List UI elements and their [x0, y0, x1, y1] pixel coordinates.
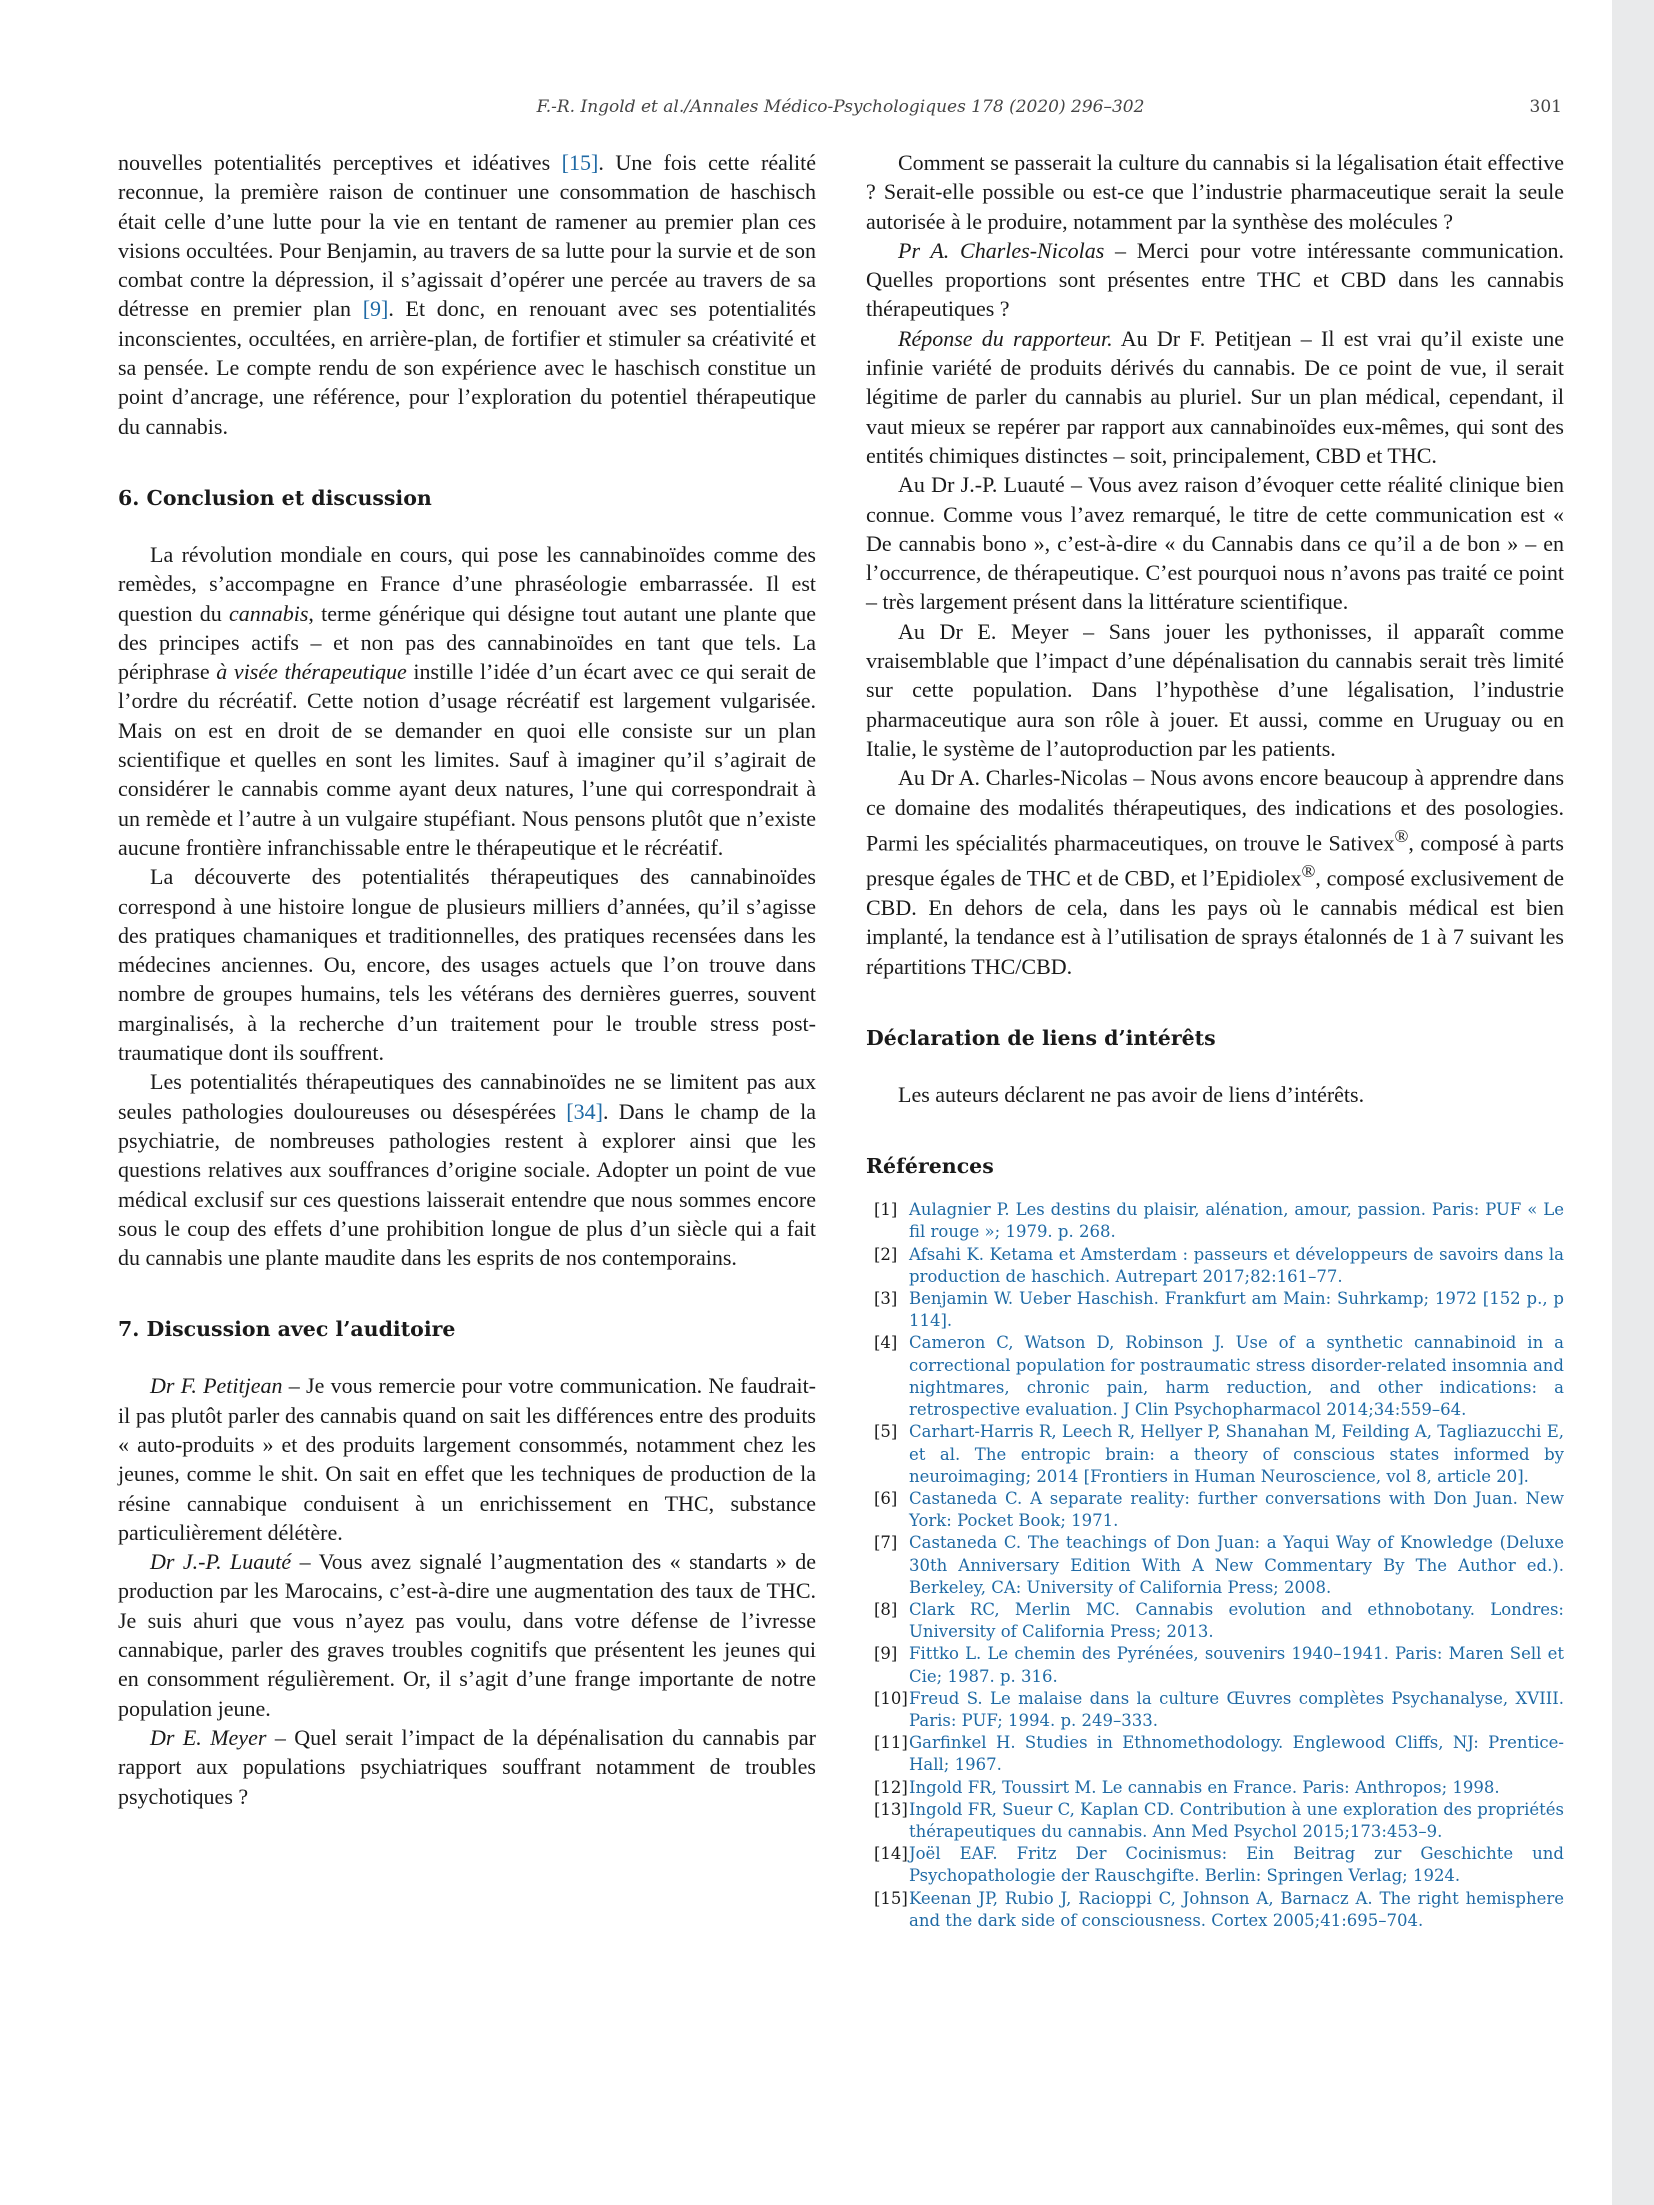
paragraph: Au Dr E. Meyer – Sans jouer les pythonisses, il apparaît comme vraisemblable que l’impact d’une dépénalisation du cannabis serait très limité sur cette population. Dans l’hypothèse d’une légalisation, l’industrie pharmaceutique aura son rôle à jouer. Et aussi, comme en Uruguay ou en Italie, le système de l’autoproduction par les patients. — [866, 618, 1564, 761]
reference-item[interactable] — [866, 1599, 1564, 1643]
paragraph: Au Dr A. Charles-Nicolas – Nous avons encore beaucoup à apprendre dans ce domaine des modalités thérapeutiques, des indications et des posologies. Parmi les spécialités pharmaceutiques, on trouve le Sativex®, composé à parts presque égales de THC et de CBD, et l’Epidiolex®, composé exclusivement de CBD. En dehors de cela, dans les pays où le cannabis médical est bien implanté, la tendance est à l’utilisation de sprays étalonnés de 1 à 7 suivant les répartitions THC/CBD. — [866, 765, 1564, 979]
paragraph: Au Dr J.-P. Luauté – Vous avez raison d’évoquer cette réalité clinique bien connue. Comme vous l’avez remarqué, le titre de cette communication est « De cannabis bono », c’est-à-dire « du Cannabis dans ce qu’il a de bon » – en l’occurrence, de thérapeutique. C’est pourquoi nous n’avons pas traité ce point – très largement présent dans la littérature scientifique. — [866, 472, 1564, 615]
reference-item[interactable] — [866, 1244, 1564, 1288]
reference-number: [14] — [874, 1844, 908, 1864]
reference-number: [13] — [874, 1799, 908, 1819]
reference-item[interactable] — [866, 1488, 1564, 1532]
section-heading: 7. Discussion avec l’auditoire — [118, 1317, 456, 1342]
reference-number: [3] — [874, 1289, 898, 1309]
reference-item[interactable] — [866, 1888, 1564, 1932]
paragraph: Comment se passerait la culture du cannabis si la légalisation était effective ? Serait-elle possible ou est-ce que l’industrie pharmaceutique serait la seule autorisée à le produire, notamment par la synthèse des molécules ? — [866, 150, 1564, 234]
reference-item[interactable] — [866, 1643, 1564, 1687]
reference-item[interactable] — [866, 1777, 1564, 1799]
reference-number: [2] — [874, 1244, 898, 1264]
reference-number: [15] — [874, 1888, 908, 1908]
reference-text[interactable]: Freud S. Le malaise dans la culture Œuvres complètes Psychanalyse, XVIII. Paris: PUF; 1994. p. 249–333. — [909, 1688, 1564, 1730]
paragraph: nouvelles potentialités perceptives et idéatives [15]. Une fois cette réalité reconnue, la première raison de continuer une consommation de haschisch était celle d’une lutte pour la vie en tentant de ramener au premier plan ces visions occultées. Pour Benjamin, au travers de sa lutte pour la survie et de son combat contre la dépression, il s’agissait d’opérer une percée au travers de sa détresse en premier plan [9]. Et donc, en renouant avec ses potentialités inconscientes, occultées, en arrière-plan, de fortifier et stimuler sa créativité et sa pensée. Le compte rendu de son expérience avec le haschisch constitue un point d’ancrage, une référence, pour l’exploration du potentiel thérapeutique du cannabis. — [118, 150, 817, 439]
reference-text[interactable]: Carhart-Harris R, Leech R, Hellyer P, Shanahan M, Feilding A, Tagliazucchi E, et al. The entropic brain: a theory of conscious states informed by neuroimaging; 2014 [Frontiers in Human Neuroscience, vol 8, article 20]. — [909, 1422, 1564, 1486]
reference-number: [8] — [874, 1599, 898, 1619]
reference-text[interactable]: Benjamin W. Ueber Haschish. Frankfurt am Main: Suhrkamp; 1972 [152 p., p 114]. — [909, 1289, 1564, 1331]
reference-item[interactable] — [866, 1843, 1564, 1887]
reference-text[interactable]: Afsahi K. Ketama et Amsterdam : passeurs et développeurs de savoirs dans la production de haschich. Autrepart 2017;82:161–77. — [909, 1244, 1564, 1286]
reference-text[interactable]: Ingold FR, Sueur C, Kaplan CD. Contribution à une exploration des propriétés thérapeutiques du cannabis. Ann Med Psychol 2015;173:453–9. — [909, 1799, 1564, 1841]
reference-number: [4] — [874, 1333, 898, 1353]
paragraph: Réponse du rapporteur. Au Dr F. Petitjean – Il est vrai qu’il existe une infinie variété de produits dérivés du cannabis. De ce point de vue, il serait légitime de parler du cannabis au pluriel. Sur un plan médical, cependant, il vaut mieux se repérer par rapport aux cannabinoïdes eux-mêmes, qui sont des entités chimiques distinctes – soit, principalement, CBD et THC. — [866, 325, 1564, 468]
reference-item[interactable] — [866, 1199, 1564, 1243]
reference-item[interactable] — [866, 1732, 1564, 1776]
reference-text[interactable]: Ingold FR, Toussirt M. Le cannabis en France. Paris: Anthropos; 1998. — [909, 1777, 1500, 1797]
reference-text[interactable]: Keenan JP, Rubio J, Racioppi C, Johnson A, Barnacz A. The right hemisphere and the dark side of consciousness. Cortex 2005;41:695–704. — [909, 1888, 1564, 1930]
paragraph: Les potentialités thérapeutiques des cannabinoïdes ne se limitent pas aux seules pathologies douloureuses ou désespérées [34]. Dans le champ de la psychiatrie, de nombreuses pathologies restent à explorer ainsi que les questions relatives aux souffrances d’origine sociale. Adopter un point de vue médical exclusif sur ces questions laisserait entendre que nous sommes encore sous le coup des effets d’une prohibition longue de plus d’un siècle qui a fait du cannabis une plante maudite dans les esprits de nos contemporains. — [118, 1069, 816, 1271]
references-heading: Références — [866, 1154, 994, 1179]
reference-text[interactable]: Castaneda C. A separate reality: further conversations with Don Juan. New York: Pocket Book; 1971. — [909, 1488, 1564, 1531]
paragraph: La révolution mondiale en cours, qui pose les cannabinoïdes comme des remèdes, s’accompagne en France d’une phraséologie embarrassée. Il est question du cannabis, terme générique qui désigne tout autant une plante que des principes actifs – et non pas des cannabinoïdes en tant que tels. La périphrase à visée thérapeutique instille l’idée d’un écart avec ce qui serait de l’ordre du récréatif. Cette notion d’usage récréatif est largement vulgarisée. Mais on est en droit de se demander en quoi elle consiste sur un plan scientifique et quelles en sont les limites. Sauf à imaginer qu’il s’agirait de considérer le cannabis comme ayant deux natures, l’une qui correspondrait à un remède et l’autre à un vulgaire stupéfiant. Nous pensons plutôt que n’existe aucune frontière infranchissable entre le thérapeutique et le récréatif. — [118, 541, 816, 860]
citation-link[interactable]: [15] — [561, 150, 599, 175]
reference-item[interactable] — [866, 1288, 1564, 1332]
citation-link[interactable]: [9] — [362, 296, 389, 322]
reference-item[interactable] — [866, 1421, 1564, 1488]
paragraph: Dr J.-P. Luauté – Vous avez signalé l’augmentation des « standarts » de production par les Marocains, c’est-à-dire une augmentation des taux de THC. Je suis ahuri que vous n’ayez pas voulu, dans votre défense de l’ivresse cannabique, parler des graves troubles cognitifs que présentent les jeunes qui en consomment régulièrement. Or, il s’agit d’une frange importante de notre population jeune. — [118, 1549, 816, 1721]
right-column — [866, 148, 1564, 1932]
reference-text[interactable]: Fittko L. Le chemin des Pyrénées, souvenirs 1940–1941. Paris: Maren Sell et Cie; 1987. p. 316. — [909, 1644, 1564, 1686]
paragraph: La découverte des potentialités thérapeutiques des cannabinoïdes correspond à une histoire longue de plusieurs milliers d’années, qu’il s’agisse des pratiques chamaniques et traditionnelles, des pratiques recensées dans les médecines anciennes. Ou, encore, des usages actuels que l’on trouve dans nombre de groupes humains, tels les vétérans des dernières guerres, souvent marginalisés, à la recherche d’un traitement pour le trouble stress post-traumatique dont ils souffrent. — [118, 864, 816, 1066]
reference-number: [10] — [874, 1688, 908, 1708]
reference-text[interactable]: Clark RC, Merlin MC. Cannabis evolution and ethnobotany. Londres: University of California Press; 2013. — [909, 1599, 1564, 1642]
left-column — [118, 148, 816, 1811]
paragraph: Dr E. Meyer – Quel serait l’impact de la dépénalisation du cannabis par rapport aux populations psychiatriques souffrant notamment de troubles psychotiques ? — [118, 1724, 817, 1809]
page-edge-strip — [1612, 0, 1654, 2205]
paragraph: Les auteurs déclarent ne pas avoir de liens d’intérêts. — [898, 1081, 1365, 1107]
running-head: F.-R. Ingold et al./Annales Médico-Psychologiques 178 (2020) 296–302 — [536, 97, 1145, 117]
paragraph: Dr F. Petitjean – Je vous remercie pour votre communication. Ne faudrait-il pas plutôt parler des cannabis quand on sait les différences entre des produits « auto-produits » et des produits largement consommés, notamment chez les jeunes, comme le shit. On sait en effet que les techniques de production de la résine cannabique conduisent à un enrichissement en THC, substance particulièrement délétère. — [118, 1373, 817, 1545]
reference-number: [7] — [874, 1533, 898, 1553]
citation-link[interactable]: [34] — [566, 1098, 603, 1124]
references-list — [866, 1199, 1564, 1932]
reference-number: [6] — [874, 1488, 898, 1508]
reference-text[interactable]: Joël EAF. Fritz Der Cocinismus: Ein Beitrag zur Geschichte und Psychopathologie der Rauschgifte. Berlin: Springen Verlag; 1924. — [909, 1844, 1564, 1886]
paragraph: Pr A. Charles-Nicolas – Merci pour votre intéressante communication. Quelles proportions sont présentes entre THC et CBD dans les cannabis thérapeutiques ? — [866, 237, 1565, 322]
reference-text[interactable]: Castaneda C. The teachings of Don Juan: a Yaqui Way of Knowledge (Deluxe 30th Anniversary Edition With A New Commentary By The Author ed.). Berkeley, CA: University of California Press; 2008. — [909, 1533, 1564, 1597]
reference-number: [12] — [874, 1777, 908, 1797]
page-number: 301 — [1529, 97, 1562, 117]
section-heading: Déclaration de liens d’intérêts — [866, 1025, 1216, 1050]
reference-number: [9] — [874, 1644, 898, 1664]
reference-text[interactable]: Cameron C, Watson D, Robinson J. Use of a synthetic cannabinoid in a correctional population for postraumatic stress disorder-related insomnia and nightmares, chronic pain, harm reduction, and other indications: a retrospective evaluation. J Clin Psychopharmacol 2014;34:559–64. — [909, 1333, 1564, 1420]
reference-text[interactable]: Garfinkel H. Studies in Ethnomethodology. Englewood Cliffs, NJ: Prentice-Hall; 1967. — [909, 1733, 1564, 1775]
reference-number: [11] — [874, 1733, 908, 1753]
section-heading: 6. Conclusion et discussion — [118, 485, 432, 510]
reference-item[interactable] — [866, 1688, 1564, 1732]
reference-text[interactable]: Aulagnier P. Les destins du plaisir, alénation, amour, passion. Paris: PUF « Le fil rouge »; 1979. p. 268. — [909, 1200, 1564, 1242]
reference-number: [1] — [874, 1200, 898, 1220]
reference-number: [5] — [874, 1422, 898, 1442]
reference-item[interactable] — [866, 1532, 1564, 1599]
reference-item[interactable] — [866, 1799, 1564, 1843]
reference-item[interactable] — [866, 1332, 1564, 1421]
